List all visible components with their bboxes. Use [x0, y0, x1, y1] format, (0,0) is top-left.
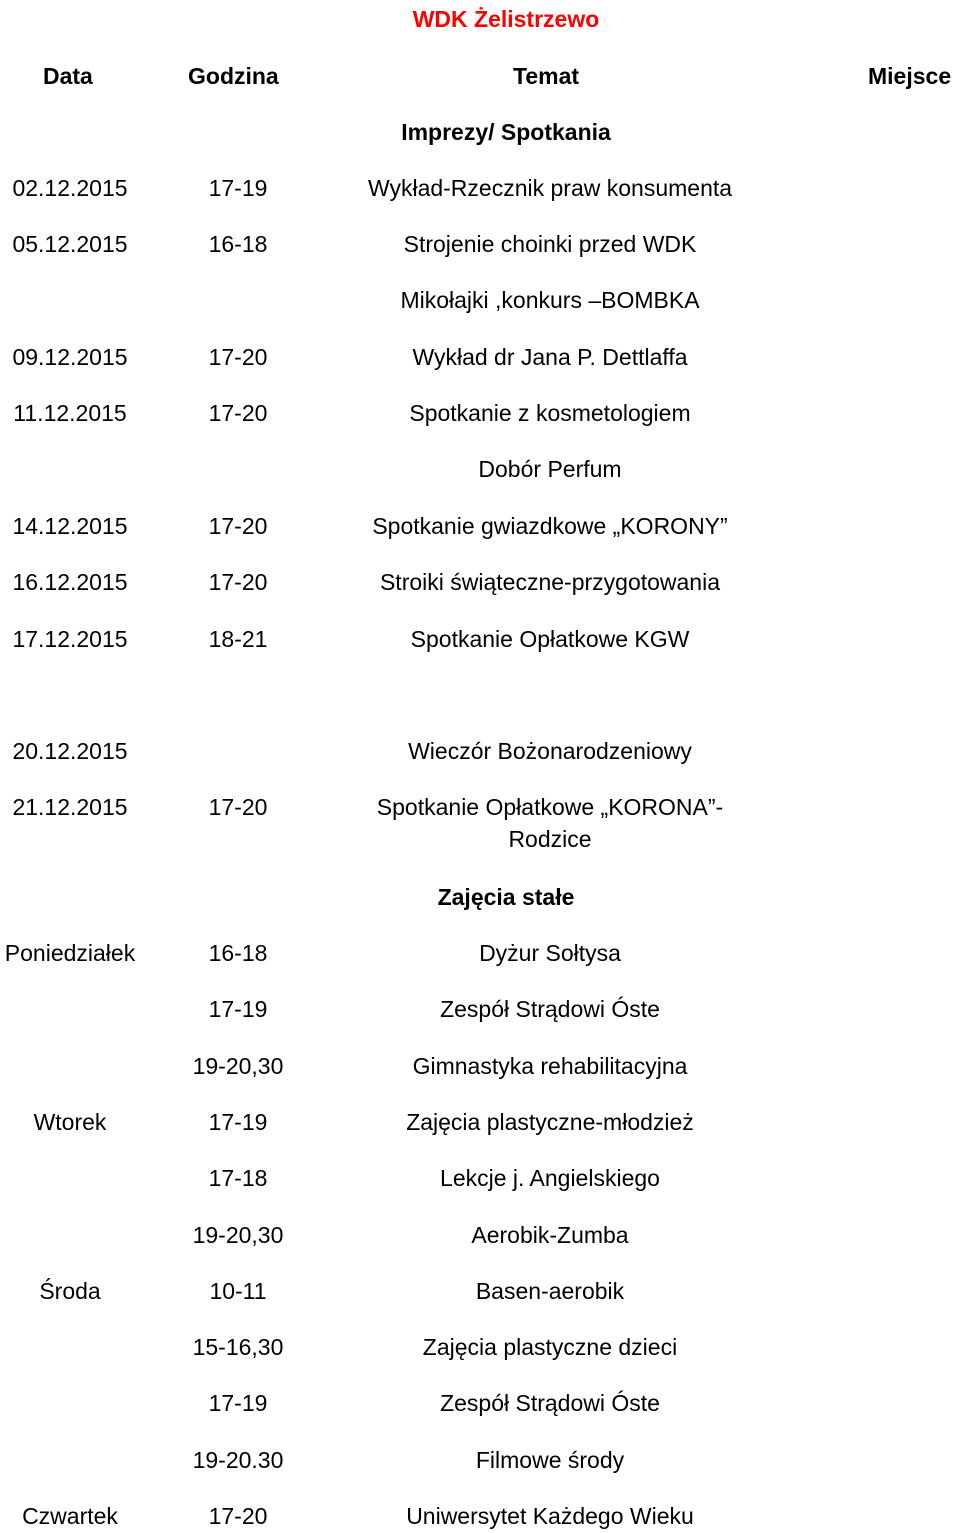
event-time: 17-20 — [208, 513, 268, 539]
regular-row — [0, 1106, 960, 1138]
header-date: Data — [43, 63, 93, 89]
page-title: WDK Żelistrzewo — [412, 6, 600, 32]
regular-topic: Dyżur Sołtysa — [479, 940, 621, 966]
event-topic: Wieczór Bożonarodzeniowy — [408, 738, 692, 764]
event-row — [0, 228, 960, 260]
section-events-heading: Imprezy/ Spotkania — [401, 119, 611, 145]
regular-row — [0, 1275, 960, 1307]
event-topic: Spotkanie z kosmetologiem — [409, 400, 691, 426]
event-date: 05.12.2015 — [12, 231, 128, 257]
event-row — [0, 566, 960, 598]
regular-time: 17-20 — [208, 1503, 268, 1529]
event-topic: Dobór Perfum — [478, 456, 622, 482]
regular-row — [0, 1331, 960, 1363]
event-row — [0, 623, 960, 655]
regular-topic: Filmowe środy — [475, 1447, 625, 1473]
regular-row — [0, 937, 960, 969]
regular-day: Środa — [39, 1278, 101, 1304]
regular-time: 17-19 — [208, 996, 268, 1022]
event-row — [0, 172, 960, 204]
regular-time: 19-20.30 — [192, 1447, 284, 1473]
header-time: Godzina — [188, 63, 279, 89]
event-topic: Mikołajki ,konkurs –BOMBKA — [400, 287, 700, 313]
event-row — [0, 341, 960, 373]
regular-day: Poniedziałek — [4, 940, 136, 966]
event-date: 16.12.2015 — [12, 569, 128, 595]
regular-row — [0, 1387, 960, 1419]
event-topic: Stroiki świąteczne-przygotowania — [379, 569, 721, 595]
regular-row — [0, 1050, 960, 1082]
event-time: 17-20 — [208, 400, 268, 426]
regular-day: Wtorek — [33, 1109, 107, 1135]
event-date: 20.12.2015 — [12, 738, 128, 764]
regular-time: 17-18 — [208, 1165, 268, 1191]
event-topic: Spotkanie Opłatkowe „KORONA”- — [376, 794, 724, 820]
event-topic-continued: Rodzice — [508, 826, 592, 852]
event-time: 17-19 — [208, 175, 268, 201]
event-topic: Spotkanie Opłatkowe KGW — [410, 626, 690, 652]
regular-time: 10-11 — [209, 1278, 267, 1304]
event-date: 09.12.2015 — [12, 344, 128, 370]
regular-topic: Lekcje j. Angielskiego — [440, 1165, 660, 1191]
regular-topic: Zespół Strądowi Óste — [440, 1390, 660, 1416]
regular-row — [0, 1500, 960, 1532]
regular-topic: Gimnastyka rehabilitacyjna — [412, 1053, 688, 1079]
event-row — [0, 397, 960, 429]
event-time: 17-20 — [208, 794, 268, 820]
regular-row — [0, 1444, 960, 1476]
event-topic: Wykład-Rzecznik praw konsumenta — [367, 175, 733, 201]
regular-row — [0, 1219, 960, 1251]
regular-topic: Aerobik-Zumba — [471, 1222, 629, 1248]
event-date: 02.12.2015 — [12, 175, 128, 201]
regular-topic: Zajęcia plastyczne dzieci — [422, 1334, 678, 1360]
regular-row — [0, 1162, 960, 1194]
regular-topic: Uniwersytet Każdego Wieku — [406, 1503, 694, 1529]
regular-topic: Basen-aerobik — [475, 1278, 625, 1304]
regular-time: 15-16,30 — [192, 1334, 284, 1360]
regular-time: 19-20,30 — [192, 1222, 284, 1248]
regular-row — [0, 993, 960, 1025]
event-time: 17-20 — [208, 569, 268, 595]
regular-time: 17-19 — [208, 1109, 268, 1135]
regular-topic: Zespół Strądowi Óste — [440, 996, 660, 1022]
event-date: 17.12.2015 — [12, 626, 128, 652]
event-topic: Spotkanie gwiazdkowe „KORONY” — [372, 513, 728, 539]
event-topic: Wykład dr Jana P. Dettlaffa — [412, 344, 688, 370]
header-place: Miejsce — [868, 63, 952, 89]
event-row — [0, 453, 960, 485]
event-time: 17-20 — [208, 344, 268, 370]
event-date: 21.12.2015 — [12, 794, 128, 820]
event-row — [0, 510, 960, 542]
section-regular-heading: Zajęcia stałe — [437, 884, 575, 910]
event-time: 18-21 — [208, 626, 268, 652]
event-time: 16-18 — [208, 231, 268, 257]
event-date: 11.12.2015 — [13, 400, 127, 426]
regular-time: 16-18 — [208, 940, 268, 966]
regular-topic: Zajęcia plastyczne-młodzież — [406, 1109, 694, 1135]
regular-day: Czwartek — [22, 1503, 118, 1529]
regular-time: 19-20,30 — [192, 1053, 284, 1079]
event-row — [0, 284, 960, 316]
event-date: 14.12.2015 — [12, 513, 128, 539]
header-topic: Temat — [513, 63, 580, 89]
regular-time: 17-19 — [208, 1390, 268, 1416]
event-row — [0, 735, 960, 767]
event-topic: Strojenie choinki przed WDK — [403, 231, 697, 257]
event-row — [0, 791, 960, 823]
